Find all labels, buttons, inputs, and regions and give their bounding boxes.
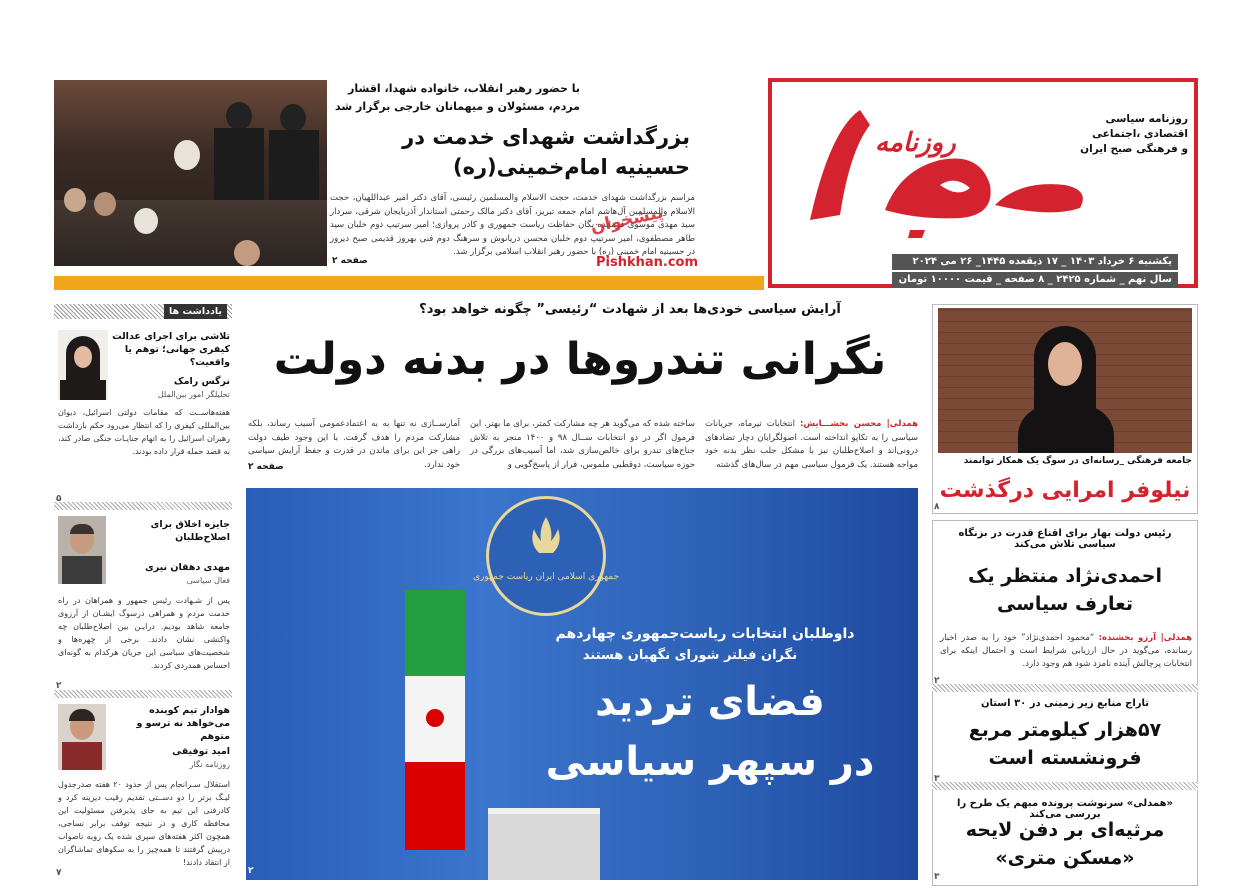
photo-page-number: ۲ [248,866,254,876]
iran-flag [405,590,465,850]
note-1-body: هفته‌هاســت که مقامات دولتی اسرائیل، دیوان بین‌المللی کیفری را که انتظار می‌رود حکم بازداشت رهبران اسرائیل را به اتهام جنایـات جنگی صادر کند، به قصد حمله قرار داده بودند. [58,408,230,456]
story-2-title[interactable]: ۵۷هزار کیلومتر مربع فرونشسته است [968,719,1162,769]
photo-subtitle-1: داوطلبان انتخابات ریاست‌جمهوری چهاردهم [555,626,855,642]
orange-divider [54,276,764,290]
author-photo-1 [58,330,108,400]
story-2-page-number: ۳ [934,774,940,784]
lead-page-ref[interactable]: صفحه ۲ [248,462,284,472]
story-3-subtitle: «همدلی» سرنوشت پرونده مبهم یک طرح را بررسی می‌کند [957,798,1173,820]
top-story-title[interactable]: بزرگداشت شهدای خدمت در حسینیه امام‌خمینی(ره) [402,125,690,179]
story-separator [932,782,1198,790]
author-photo-3 [58,704,106,770]
ceremony-photo [54,80,327,266]
story-3-page-number: ۳ [934,872,940,882]
photo-title-2[interactable]: در سپهر سیاسی [545,739,875,785]
story-3-title[interactable]: مرثیه‌ای بر دفن لایحه «مسکن متری» [965,819,1165,869]
lead-supertitle: آرایش سیاسی خودی‌ها بعد از شهادت “رئیسی” چگونه خواهد بود؟ [419,302,841,317]
emblem-text: جمهوری اسلامی ایران ریاست جمهوری [472,572,620,582]
watermark-url: Pishkhan.com [596,255,699,270]
presidency-emblem [472,496,620,616]
culture-photo [938,308,1192,453]
story-1-page-number: ۲ [934,676,940,686]
story-1-body: همدلی| آرزو بخشنده: “محمود احمدی‌نژاد” خود را به صدر اخبار رسانده، می‌گوید در حال ارزیابی شرایط است و احتمال اینکه برای انتخابات پرچالش آینده نامزد شود هم وجود دارد. [940,633,1192,669]
note-2-role: فعال سیاسی [186,576,230,585]
lead-byline: همدلی| محسن بخشـــایش: [800,419,918,429]
note-1-page-number: ۵ [56,494,62,504]
note-separator [54,502,232,510]
author-photo-2 [58,516,106,584]
issue-line: سال نهم _ شماره ۲۴۲۵ _ ۸ صفحه _ قیمت ۱۰۰۰۰ تومان [892,272,1178,288]
photo-title-1[interactable]: فضای تردید [595,679,825,725]
lead-title[interactable]: نگرانی تندروها در بدنه دولت [273,334,887,385]
photo-subtitle-2: نگران فیلتر شورای نگهبان هستند [582,648,798,663]
note-2-author: مهدی دهقان نیری [145,562,230,573]
podium [488,808,600,880]
note-2-page-number: ۲ [56,681,62,691]
culture-page-number: ۸ [934,502,940,512]
note-1-title[interactable]: تلاشی برای اجرای عدالت کیفری جهانی؛ توهم یا واقعیت؟ [112,331,230,368]
notes-label: یادداشت ها [164,304,227,319]
top-story-page-ref[interactable]: صفحه ۲ [332,256,368,266]
note-separator [54,690,232,698]
culture-title[interactable]: نیلوفر امرایی درگذشت [939,478,1191,503]
note-3-page-number: ۷ [56,868,62,878]
watermark: پیشخوان [588,202,666,238]
note-3-title[interactable]: هوادار تیم کوبنده می‌خواهد نه ترسو و متوهم [136,705,230,742]
story-separator [932,684,1198,692]
date-line: یکشنبه ۶ خرداد ۱۴۰۳ _ ۱۷ ذیقعده ۱۴۴۵_ ۲۶ می ۲۰۲۴ [892,254,1178,270]
story-1-byline: همدلی| آرزو بخشنده: [1098,633,1192,643]
story-2-subtitle: تاراج منابع زیر زمینی در ۳۰ استان [980,698,1150,709]
note-2-body: پس از شـهادت رئیس جمهور و همراهان در راه خدمت مردم و همراهی درسوگ ایشـان از آرزوی جامعه شاهد بودیم. درایـن بین اصلاح‌طلبان چه واکنشی نشان دادند. برخی از چهره‌ها و شخصیت‌های سیاسی این جریان هرکدام به گونه‌ای احساس همدردی کردند. [58,596,230,670]
note-2-title[interactable]: جایزه اخلاق برای اصلاح‌طلبان [150,519,230,543]
top-story-supertitle: با حضور رهبر انقلاب، خانواده شهدا، اقشار مردم، مسئولان و میهمانان خارجی برگزار شد [335,82,580,113]
masthead-logo [790,90,1090,240]
story-1-title[interactable]: احمدی‌نژاد منتظر یک تعارف سیاسی [968,565,1162,615]
note-1-author: نرگس رامک [173,376,230,387]
lead-column-1: همدلی| محسن بخشـــایش: انتخابات تیرماه، جریانات سیاسی را به تکاپو انداخته است. اصولگرایان دچار تضادهای درونی‌اند و اصلاح‌طلبان نیز با مشکل جلب نظر بدنه خود مواجه هستند. یک فرمول سیاسی مهم در سال‌های گذشته [705,419,918,470]
note-1-role: تحلیلگر امور بین‌الملل [157,390,230,399]
note-3-role: روزنامه نگار [189,760,230,769]
story-1-subtitle: رئیس دولت بهار برای اقناع قدرت در بزنگاه سیاسی تلاش می‌کند [958,528,1172,550]
logo-word: روزنامه [875,128,956,158]
top-story-body: مراسم بزرگداشت شهدای خدمت، حجت الاسلام والمسلمین رئیسی، آقای دکتر امیر عبداللهیان، حجت الاسلام والمسلمین آل‌هاشم امام جمعه تبریز، آقای دکتر مالک رحمتی استاندار آذربایجان شرقی، سردار سید مهدی موسوی فرمانده یگان حفاظت ریاست جمهوری و کادر پروازی؛ امیر سرتیپ دوم خلبان سید طاهر مصطفوی، امیر سرتیپ دوم خلبان محسن دریانوش و سرهنگ دوم فنی بهروز قدیمی صبح دیروز در حسینیه امام خمینی (ره) با حضور رهبر انقلاب اسلامی برگزار شد. [330,193,695,257]
lead-column-2: ساخته شده که می‌گوید هر چه مشارکت کمتر، برای ما بهتر. این فرمول اگر در دو انتخابات ســال ۹۸ و ۱۴۰۰ منجر به تلاش جناح‌های تندرو برای خالص‌سازی شد، اما آسیب‌های بزرگی در حوزه سیاست، دوقطبی ملموس، فرار از پاسخ‌گویی و [470,419,695,470]
culture-caption: جامعه فرهنگی _رسانه‌ای در سوگ یک همکار توانمند [963,456,1192,466]
note-3-body: استقلال سـرانجام پس از حدود ۲۰ هفته صدرجدول لیـگ برتر را دو دســتی تقدیم رقیب دیرینه کرد و کادرفنی این تیم به جای پذیرفتن مسئولیت این محافظه کاری و در نتیجه توقف برابر نساجی، همچون اکثر هفته‌های سپری شده یک رویه ناصواب درپیش گرفتند تا همه‌چیز را به سکوهای تماشاگران از انتقاد دادند! [58,780,231,867]
note-3-author: امید توفیقی [172,746,230,757]
masthead-tagline: روزنامه سیاسی اقتصادی ،اجتماعی و فرهنگی صبح ایران [1080,113,1188,155]
lead-column-3: آمارســازی نه تنها به به اعتمادعمومی آسیب رساند، بلکه مشارکت مردم را هدف گرفت. با این وجود طیف دولت راهی جز این برای ماندن در قدرت و حفظ آرایش سیاسی خود ندارد. [248,419,460,470]
